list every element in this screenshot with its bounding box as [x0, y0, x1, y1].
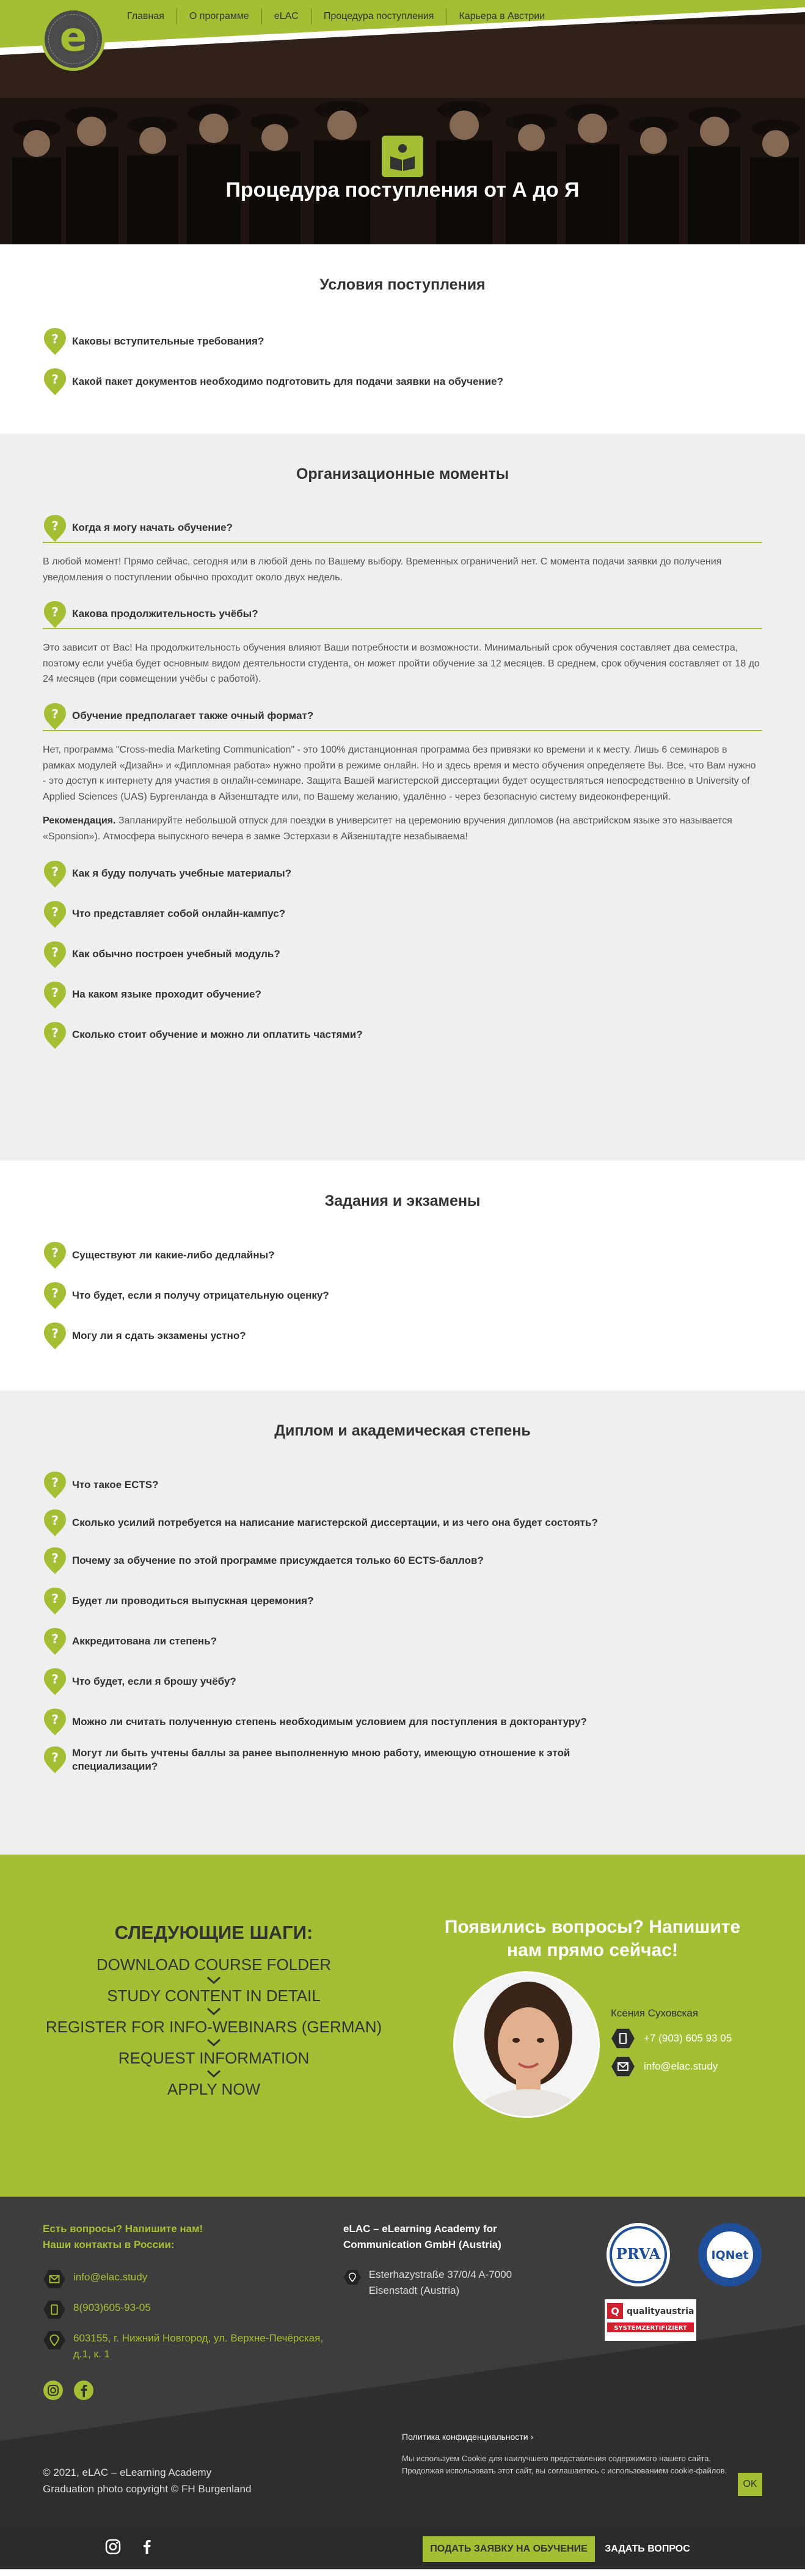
- nav-elac[interactable]: eLAC: [261, 9, 311, 24]
- nav-program[interactable]: О программе: [177, 9, 261, 24]
- faq-item[interactable]: Как обычно построен учебный модуль?: [43, 940, 762, 969]
- question-icon: [43, 1321, 67, 1351]
- chevron-right-icon: ›: [530, 2432, 534, 2442]
- footer-contacts: Есть вопросы? Напишите нам! Наши контакты в России: info@elac.study 8(903)605-93-05 603155, г. Нижний Новгород, ул. Верхне-Печёрская, д.1, к. 1: [43, 2221, 330, 2401]
- faq-item[interactable]: Сколько стоит обучение и можно ли оплатить частями?: [43, 1021, 762, 1050]
- privacy-policy-link[interactable]: Политика конфиденциальности ›: [402, 2432, 534, 2442]
- faq-item[interactable]: Как я буду получать учебные материалы?: [43, 859, 762, 889]
- step-apply-now[interactable]: APPLY NOW: [167, 2080, 261, 2098]
- quality-austria-badge: [605, 2299, 696, 2341]
- footer-social: [43, 2380, 330, 2401]
- footer-bottom-bar: [0, 2527, 805, 2569]
- contact-email[interactable]: info@elac.study: [611, 2056, 732, 2077]
- faq-answer: Это зависит от Вас! На продолжительность обучения влияют Ваши потребности и возможности. Минимальный срок обучения составляет два семестра, поэтому если учёба будет основным видом деятельности студента, он может пройти обучение за 12 месяцев. В среднем, срок обучения составляет от 18 до 24 месяцев (при совмещении учёбы с работой).: [43, 643, 760, 685]
- question-icon: [43, 327, 67, 356]
- contact-person-photo: [453, 1971, 600, 2118]
- next-steps-title: СЛЕДУЮЩИЕ ШАГИ:: [114, 1922, 313, 1943]
- question-icon: [43, 1707, 67, 1737]
- section-title: Задания и экзамены: [324, 1192, 481, 1210]
- svg-text:PRVA: PRVA: [616, 2245, 661, 2263]
- phone-icon: [611, 2028, 635, 2049]
- facebook-icon[interactable]: [73, 2380, 94, 2401]
- book-icon: [382, 136, 423, 177]
- ask-question-button[interactable]: ЗАДАТЬ ВОПРОС: [600, 2536, 695, 2562]
- step-register-webinars[interactable]: REGISTER FOR INFO-WEBINARS (GERMAN): [45, 2018, 382, 2036]
- location-pin-icon: [343, 2267, 362, 2288]
- faq-item[interactable]: На каком языке проходит обучение?: [43, 980, 762, 1010]
- footer: [0, 2197, 805, 2569]
- faq-item[interactable]: Аккредитована ли степень?: [43, 1627, 762, 1656]
- faq-item[interactable]: Что представляет собой онлайн-кампус?: [43, 900, 762, 929]
- svg-text:Q: Q: [611, 2305, 619, 2317]
- contact-phone[interactable]: +7 (903) 605 93 05: [611, 2028, 732, 2049]
- faq-item[interactable]: Существуют ли какие-либо дедлайны?: [43, 1241, 762, 1270]
- faq-recommendation: Рекомендация. Запланируйте небольшой отпуск для поездки в университет на церемонию вручения дипломов (на австрийском языке это называется «Sponsion»). Атмосфера выпускного вечера в замке Эстерхази в Айзенштадте незабываема!: [43, 815, 732, 842]
- step-download-folder[interactable]: DOWNLOAD COURSE FOLDER: [96, 1955, 332, 1974]
- faq-item-open[interactable]: Какова продолжительность учёбы?: [43, 600, 762, 629]
- facebook-icon[interactable]: [139, 2539, 155, 2555]
- apply-button[interactable]: ПОДАТЬ ЗАЯВКУ НА ОБУЧЕНИЕ: [423, 2536, 595, 2562]
- faq-item[interactable]: Будет ли проводиться выпускная церемония?: [43, 1586, 762, 1616]
- main-nav: [115, 9, 557, 24]
- section-organizational: [0, 434, 805, 1161]
- question-icon: [43, 1281, 67, 1310]
- phone-icon: [43, 2300, 66, 2319]
- footer-address: 603155, г. Нижний Новгород, ул. Верхне-Печёрская, д.1, к. 1: [43, 2330, 330, 2363]
- faq-item[interactable]: Что такое ECTS?: [43, 1470, 762, 1500]
- person-name: Ксения Суховская: [611, 2007, 699, 2019]
- section-admission-conditions: [0, 244, 805, 434]
- instagram-icon[interactable]: [43, 2380, 64, 2401]
- cookie-notice: Политика конфиденциальности › Мы используем Cookie для наилучшего представления содержимого нашего сайта. Продолжая использовать этот сайт, вы соглашаетесь с использованием cookie-файлов.: [402, 2432, 768, 2476]
- question-icon: [43, 367, 67, 396]
- step-request-info[interactable]: REQUEST INFORMATION: [118, 2049, 310, 2067]
- section-title: Условия поступления: [319, 276, 486, 293]
- cookie-ok-button[interactable]: OK: [738, 2473, 762, 2496]
- question-icon: [43, 702, 67, 731]
- footer-phone[interactable]: 8(903)605-93-05: [43, 2300, 330, 2319]
- chevron-down-icon: [206, 2038, 222, 2048]
- instagram-icon[interactable]: [105, 2539, 121, 2555]
- hero-banner: [0, 0, 805, 244]
- section-exams: [0, 1161, 805, 1390]
- question-icon: [43, 514, 67, 543]
- mail-icon: [611, 2056, 635, 2077]
- step-study-content[interactable]: STUDY CONTENT IN DETAIL: [107, 1987, 321, 2005]
- mail-icon: [43, 2269, 66, 2289]
- prva-badge: [605, 2221, 672, 2288]
- section-title: Диплом и академическая степень: [274, 1422, 531, 1439]
- faq-item-open[interactable]: Обучение предполагает также очный формат?: [43, 702, 762, 731]
- question-icon: [43, 600, 67, 629]
- question-icon: [43, 1546, 67, 1575]
- faq-item[interactable]: Каковы вступительные требования?: [43, 327, 762, 356]
- nav-career[interactable]: Карьера в Австрии: [446, 9, 557, 24]
- section-diploma: [0, 1390, 805, 1855]
- faq-item[interactable]: Могут ли быть учтены баллы за ранее выполненную мною работу, имеющую отношение к этой специализации?: [43, 1745, 762, 1775]
- contact-title: Появились вопросы? Напишите нам прямо сейчас!: [444, 1917, 741, 1960]
- faq-item-open[interactable]: Когда я могу начать обучение?: [43, 514, 762, 543]
- chevron-down-icon: [206, 1976, 222, 1985]
- chevron-down-icon: [206, 2007, 222, 2016]
- faq-item[interactable]: Какой пакет документов необходимо подготовить для подачи заявки на обучение?: [43, 367, 762, 396]
- faq-item[interactable]: Сколько усилий потребуется на написание магистерской диссертации, и из чего она будет состоять?: [43, 1508, 762, 1538]
- next-steps-section: [0, 1855, 805, 2197]
- question-icon: [43, 1627, 67, 1656]
- faq-item[interactable]: Что будет, если я получу отрицательную оценку?: [43, 1281, 762, 1310]
- section-title: Организационные моменты: [296, 465, 509, 483]
- faq-answer: В любой момент! Прямо сейчас, сегодня или в любой день по Вашему выбору. Временных ограничений нет. С момента подачи заявки до получения уведомления о поступлении обычно проходит около двух недель.: [43, 556, 722, 583]
- footer-organization: eLAC – eLearning Academy for Communication GmbH (Austria) Esterhazystraße 37/0/4 A-7000 Eisenstadt (Austria): [343, 2223, 512, 2296]
- question-icon: [43, 859, 67, 889]
- question-icon: [43, 1508, 67, 1538]
- faq-item[interactable]: Можно ли считать полученную степень необходимым условием для поступления в докторантуру?: [43, 1707, 762, 1737]
- location-pin-icon: [43, 2330, 66, 2350]
- faq-item[interactable]: Могу ли я сдать экзамены устно?: [43, 1321, 762, 1351]
- question-icon: [43, 900, 67, 929]
- faq-item[interactable]: Что будет, если я брошу учёбу?: [43, 1667, 762, 1696]
- question-icon: [43, 980, 67, 1010]
- svg-text:SYSTEMZERTIFIZIERT: SYSTEMZERTIFIZIERT: [614, 2325, 687, 2332]
- chevron-down-icon: [206, 2069, 222, 2079]
- question-icon: [43, 940, 67, 969]
- elearning-academy-logo[interactable]: [42, 7, 105, 71]
- question-icon: [43, 1745, 67, 1775]
- contact-person: [611, 2007, 732, 2084]
- page-title: Процедура поступления от А до Я: [225, 178, 580, 202]
- question-icon: [43, 1586, 67, 1616]
- question-icon: [43, 1667, 67, 1696]
- question-icon: [43, 1021, 67, 1050]
- svg-text:qualityaustria: qualityaustria: [627, 2307, 694, 2316]
- logo-letter: e: [59, 13, 87, 60]
- faq-item[interactable]: Почему за обучение по этой программе присуждается только 60 ECTS-баллов?: [43, 1546, 762, 1575]
- footer-email[interactable]: info@elac.study: [43, 2269, 330, 2289]
- faq-answer: Нет, программа "Cross-media Marketing Communication" - это 100% дистанционная программа без привязки ко времени и к месту. Лишь 6 семинаров в рамках модулей «Дизайн» и «Дипломная работа» нужно пройти в режиме онлайн. Но и здесь время и место обучения определяете Вы. Все, что Вам нужно - это доступ к интернету для участия в онлайн-семинаре. Защита Вашей магистерской диссертации будет осуществляться непосредственно в University of Applied Sciences (UAS) Бургенланда в Айзенштадте или, по Вашему желанию, удалённо - через безопасную систему видеоконференций.: [43, 744, 756, 802]
- question-icon: [43, 1241, 67, 1270]
- svg-text:IQNet: IQNet: [711, 2249, 749, 2262]
- copyright: © 2021, eLAC – eLearning Academy Graduation photo copyright © FH Burgenland: [43, 2467, 252, 2495]
- question-icon: [43, 1470, 67, 1500]
- nav-admission[interactable]: Процедура поступления: [311, 9, 446, 24]
- iqnet-badge: [696, 2221, 763, 2288]
- next-steps-list: [43, 1955, 385, 2099]
- nav-home[interactable]: Главная: [127, 11, 164, 21]
